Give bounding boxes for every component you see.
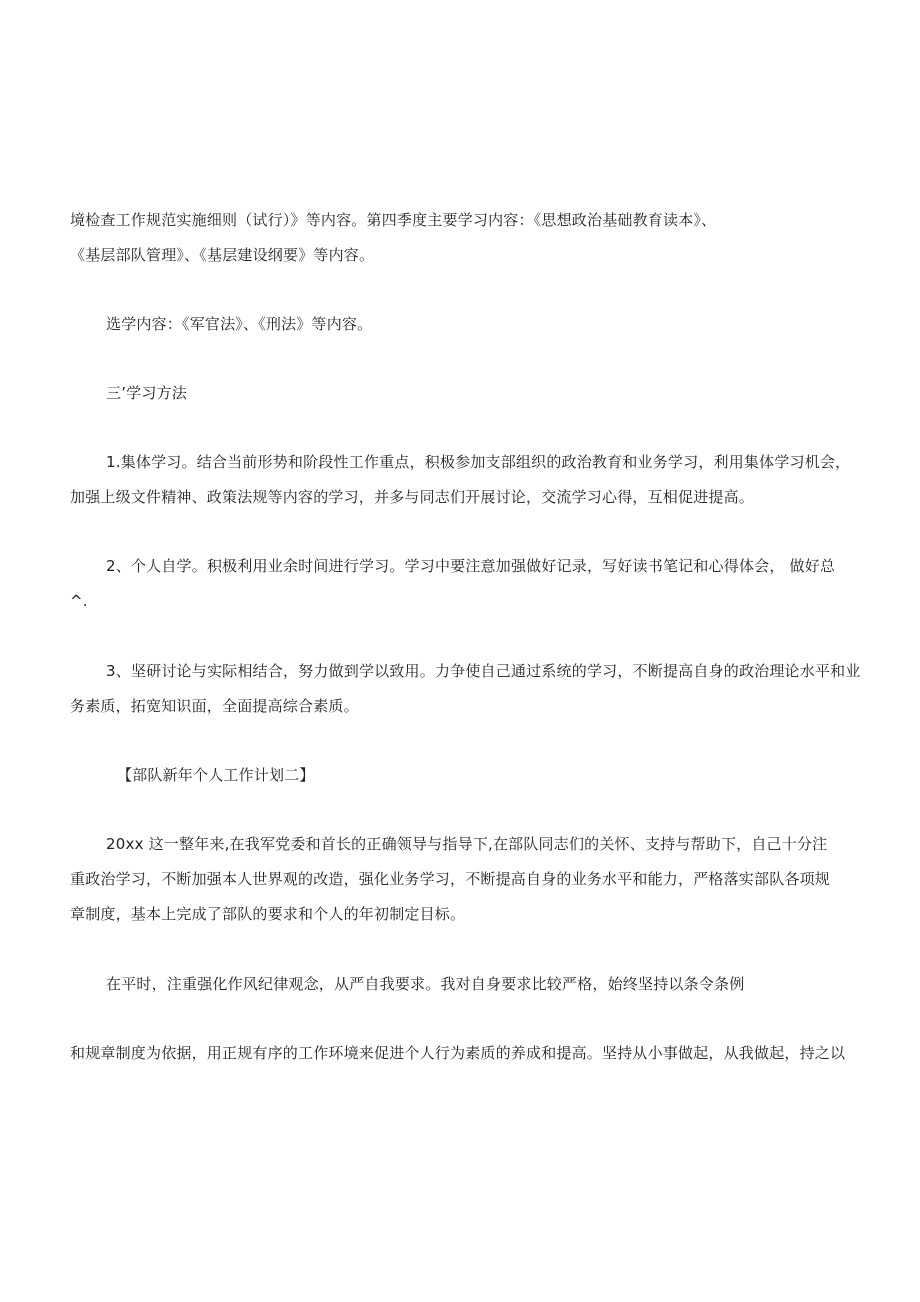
text-line-2: 《基层部队管理》、《基层建设纲要》等内容。 [70, 246, 375, 264]
text-line-7: 2、个人自学。积极利用业余时间进行学习。学习中要注意加强做好记录，写好读书笔记和心得体会， 做好总 [106, 557, 836, 575]
text-line-9: 3、坚研讨论与实际相结合，努力做到学以致用。力争使自己通过系统的学习，不断提高自身的政治理论水平和业 [106, 662, 861, 680]
text-line-5: 1.集体学习。结合当前形势和阶段性工作重点，积极参加支部组织的政治教育和业务学习，利用集体学习机会， [106, 453, 851, 471]
text-line-15: 在平时，注重强化作风纪律观念，从严自我要求。我对自身要求比较严格，始终坚持以条令条例 [106, 975, 745, 993]
text-line-14: 章制度，基本上完成了部队的要求和个人的年初制定目标。 [70, 905, 466, 923]
section-heading-plan-two: 【部队新年个人工作计划二】 [117, 766, 315, 784]
text-line-16: 和规章制度为依据，用正规有序的工作环境来促进个人行为素质的养成和提高。坚持从小事做起，从我做起，持之以 [70, 1044, 846, 1062]
text-line-12: 20xx 这一整年来,在我军党委和首长的正确领导与指导下,在部队同志们的关怀、支持与帮助下，自己十分注 [106, 835, 828, 853]
text-line-13: 重政治学习，不断加强本人世界观的改造，强化业务学习，不断提高自身的业务水平和能力，严格落实部队各项规 [70, 870, 831, 888]
text-line-8: ^. [70, 592, 88, 610]
text-line-1: 境检查工作规范实施细则（试行）》等内容。第四季度主要学习内容：《思想政治基础教育读本》、 [70, 211, 717, 229]
text-line-3: 选学内容：《军官法》、《刑法》等内容。 [106, 315, 373, 333]
text-line-10: 务素质，拓宽知识面，全面提高综合素质。 [70, 697, 359, 715]
text-line-6: 加强上级文件精神、政策法规等内容的学习，并多与同志们开展讨论，交流学习心得，互相促进提高。 [70, 488, 755, 506]
section-heading-study-methods: 三’学习方法 [106, 384, 187, 402]
